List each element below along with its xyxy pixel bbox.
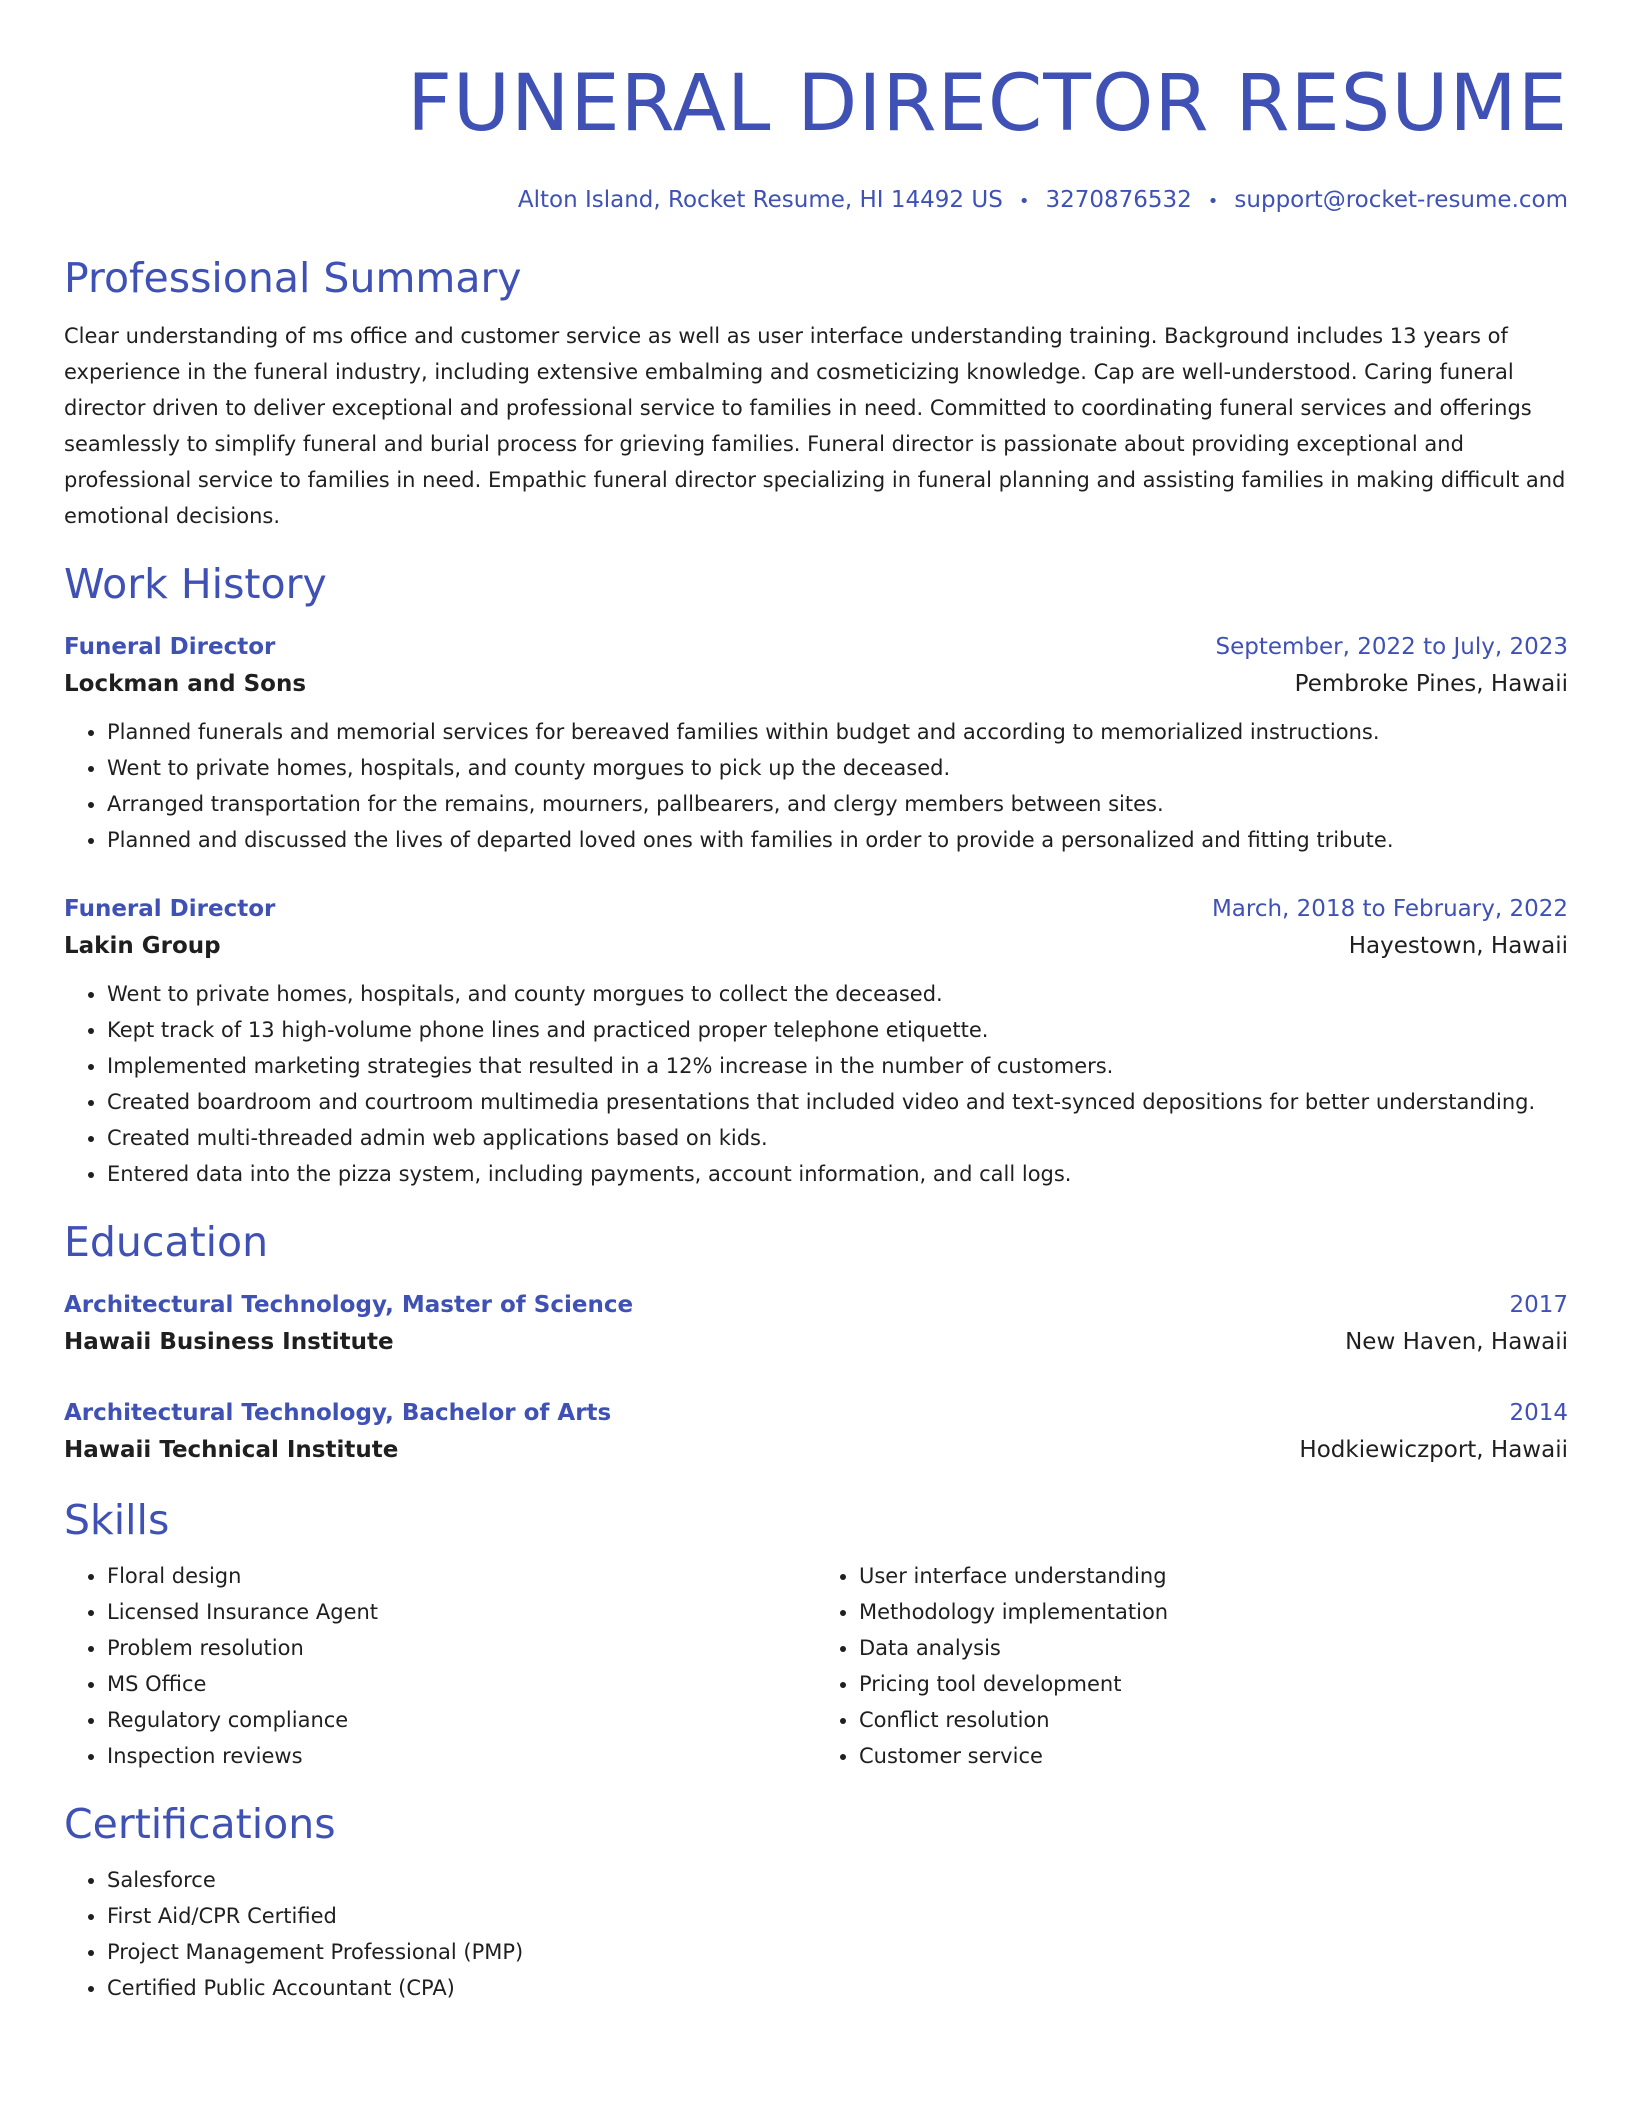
section-title-work-history: Work History — [64, 560, 327, 608]
certification-item: • Certified Public Accountant (CPA) — [107, 1970, 1568, 2006]
education-school: Hawaii Business Institute — [64, 1329, 394, 1355]
job-bullet: • Entered data into the pizza system, including payments, account information, and call logs. — [107, 1156, 1568, 1192]
education-location: Hodkiewiczport, Hawaii — [1299, 1437, 1568, 1463]
job-bullet: • Went to private homes, hospitals, and county morgues to pick up the deceased. — [107, 750, 1568, 786]
education-entry — [64, 1288, 1568, 1362]
contact-separator: • — [1018, 191, 1030, 212]
contact-separator: • — [1207, 191, 1219, 212]
contact-email: support@rocket-resume.com — [1234, 187, 1568, 213]
job-title: Funeral Director — [64, 634, 276, 660]
skill-item: • Inspection reviews — [107, 1738, 816, 1774]
skill-item: • Methodology implementation — [859, 1594, 1568, 1630]
section-title-education: Education — [64, 1218, 269, 1266]
job-bullet: • Arranged transportation for the remains, mourners, pallbearers, and clergy members between sites. — [107, 786, 1568, 822]
skills-columns — [64, 1558, 1568, 1774]
job-location: Hayestown, Hawaii — [1348, 933, 1568, 959]
job-bullet: • Created multi-threaded admin web applications based on kids. — [107, 1120, 1568, 1156]
skills-list-left — [64, 1558, 816, 1774]
summary-text: Clear understanding of ms office and customer service as well as user interface understanding training. Background includes 13 years of experience in the funeral industry, including extensive embalming and cosmeticizing knowledge. Cap are well-understood. Caring funeral director driven to deliver exceptional and professional service to families in need. Committed to coordinating funeral services and offerings seamlessly to simplify funeral and burial process for grieving families. Funeral director is passionate about providing exceptional and professional service to families in need. Empathic funeral director specializing in funeral planning and assisting families in making difficult and emotional decisions. — [64, 324, 1566, 528]
section-title-summary: Professional Summary — [64, 254, 522, 302]
certifications-list — [64, 1862, 1568, 2006]
section-certifications — [64, 1796, 1568, 2006]
job-bullet: • Planned funerals and memorial services for bereaved families within budget and according to memorialized instructions. — [107, 714, 1568, 750]
skill-item: • Licensed Insurance Agent — [107, 1594, 816, 1630]
resume-title: FUNERAL DIRECTOR RESUME — [407, 59, 1568, 149]
job-title: Funeral Director — [64, 896, 276, 922]
section-title-skills: Skills — [64, 1496, 170, 1544]
job-bullet: • Kept track of 13 high-volume phone lines and practiced proper telephone etiquette. — [107, 1012, 1568, 1048]
job-company: Lockman and Sons — [64, 671, 307, 697]
skill-item: • Customer service — [859, 1738, 1568, 1774]
education-school: Hawaii Technical Institute — [64, 1437, 399, 1463]
skill-item: • Regulatory compliance — [107, 1702, 816, 1738]
skill-item: • Pricing tool development — [859, 1666, 1568, 1702]
section-skills — [64, 1492, 1568, 1774]
job-bullets — [64, 714, 1568, 858]
job-location: Pembroke Pines, Hawaii — [1294, 671, 1568, 697]
job-entry — [64, 892, 1568, 1192]
skill-item: • Data analysis — [859, 1630, 1568, 1666]
education-year: 2017 — [1509, 1292, 1568, 1318]
skills-list-right — [816, 1558, 1568, 1774]
job-bullet: • Created boardroom and courtroom multimedia presentations that included video and text-synced depositions for better understanding. — [107, 1084, 1568, 1120]
education-year: 2014 — [1509, 1400, 1568, 1426]
job-dates: September, 2022 to July, 2023 — [1215, 634, 1568, 660]
certification-item: • Project Management Professional (PMP) — [107, 1934, 1568, 1970]
section-education — [64, 1214, 1568, 1470]
skill-item: • Problem resolution — [107, 1630, 816, 1666]
job-bullet: • Went to private homes, hospitals, and county morgues to collect the deceased. — [107, 976, 1568, 1012]
contact-line — [64, 184, 1568, 218]
certification-item: • First Aid/CPR Certified — [107, 1898, 1568, 1934]
education-degree: Architectural Technology, Master of Science — [64, 1292, 634, 1318]
education-degree: Architectural Technology, Bachelor of Arts — [64, 1400, 612, 1426]
skill-item: • Conflict resolution — [859, 1702, 1568, 1738]
skill-item: • MS Office — [107, 1666, 816, 1702]
job-bullet: • Implemented marketing strategies that resulted in a 12% increase in the number of customers. — [107, 1048, 1568, 1084]
skill-item: • Floral design — [107, 1558, 816, 1594]
certification-item: • Salesforce — [107, 1862, 1568, 1898]
contact-phone: 3270876532 — [1045, 187, 1192, 213]
contact-address: Alton Island, Rocket Resume, HI 14492 US — [517, 187, 1003, 213]
education-location: New Haven, Hawaii — [1345, 1329, 1568, 1355]
job-entry — [64, 630, 1568, 858]
job-bullet: • Planned and discussed the lives of departed loved ones with families in order to provide a personalized and fitting tribute. — [107, 822, 1568, 858]
skill-item: • User interface understanding — [859, 1558, 1568, 1594]
job-dates: March, 2018 to February, 2022 — [1211, 896, 1568, 922]
section-summary — [64, 250, 1568, 534]
section-work-history — [64, 556, 1568, 1192]
education-entry — [64, 1396, 1568, 1470]
job-company: Lakin Group — [64, 933, 221, 959]
section-title-certifications: Certifications — [64, 1800, 336, 1848]
job-bullets — [64, 976, 1568, 1192]
